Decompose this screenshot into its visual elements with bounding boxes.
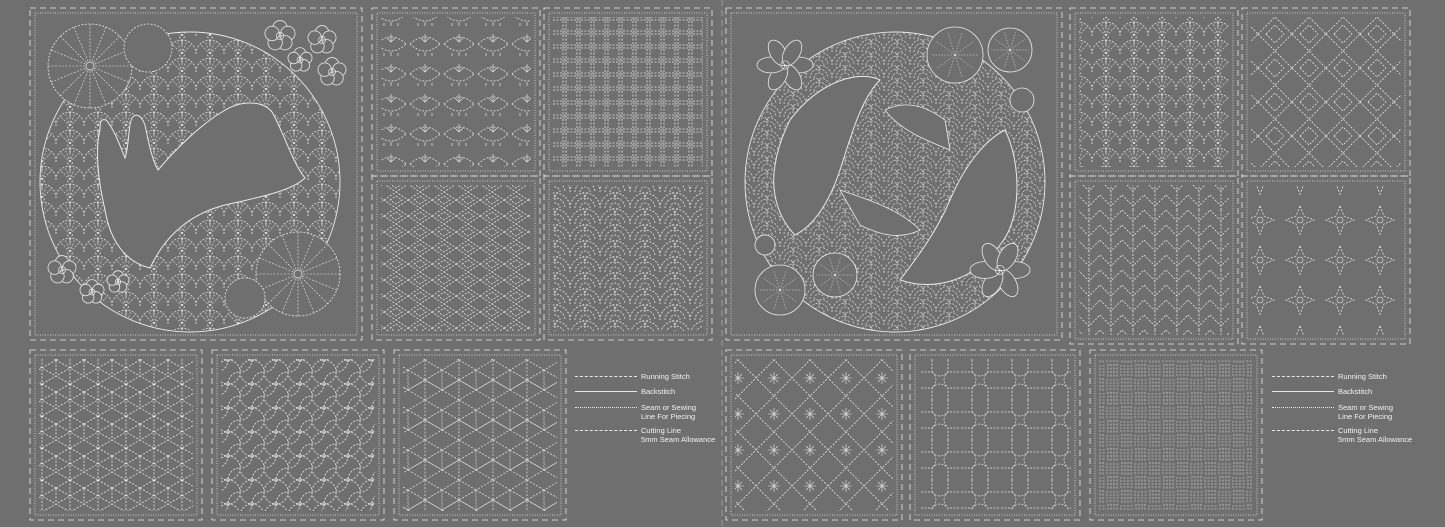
fan-pattern-block-pattern [1079, 17, 1229, 167]
grid-pattern-block-pattern [553, 17, 703, 167]
legend-label-cutting: Cutting Line 5mm Seam Allowance [1338, 426, 1413, 444]
legend-label-seam: Seam or Sewing Line For Piecing [641, 403, 697, 421]
chevron-pattern-block-pattern [1079, 185, 1229, 335]
legend-label-cutting: Cutting Line 5mm Seam Allowance [641, 426, 716, 444]
stitch-legend-right [1272, 372, 1432, 452]
running-stitch-swatch [1272, 376, 1334, 377]
bud-icon [1010, 88, 1034, 112]
cross-pattern-block-pattern [919, 359, 1071, 511]
seam-line-swatch [1272, 407, 1334, 408]
legend-item-cutting [575, 426, 725, 446]
shippo-pattern-block-pattern [221, 359, 375, 511]
basketweave-pattern-block-pattern [1251, 17, 1401, 167]
legend-label-backstitch: Backstitch [1338, 387, 1373, 396]
diamond-pattern-block-pattern [381, 185, 531, 331]
cutting-line-swatch [1272, 430, 1334, 431]
seigaiha-pattern-block-pattern [553, 185, 703, 331]
legend-label-running: Running Stitch [641, 372, 690, 381]
running-stitch-swatch [575, 376, 637, 377]
flower-pattern-block-pattern [381, 17, 531, 167]
cutting-line-swatch [575, 430, 637, 431]
patterned-ball-icon [124, 24, 172, 72]
diamond-star-pattern-block-pattern [735, 359, 893, 511]
legend-item-cutting [1272, 426, 1422, 446]
legend-item-seam [575, 403, 725, 423]
backstitch-swatch [575, 391, 637, 392]
seam-line-swatch [575, 407, 637, 408]
asanoha-pattern-block-pattern [403, 359, 557, 511]
legend-item-seam [1272, 403, 1422, 423]
legend-label-seam: Seam or Sewing Line For Piecing [1338, 403, 1394, 421]
legend-label-running: Running Stitch [1338, 372, 1387, 381]
stitch-legend-left [575, 372, 725, 452]
backstitch-swatch [1272, 391, 1334, 392]
patterned-ball-icon [225, 278, 265, 318]
bud-icon [755, 235, 775, 255]
hexagon-pattern-block-pattern [39, 359, 193, 511]
tatami-pattern-block-pattern [1099, 359, 1253, 511]
legend-label-backstitch: Backstitch [641, 387, 676, 396]
star-flower-pattern-block-pattern [1251, 185, 1401, 335]
